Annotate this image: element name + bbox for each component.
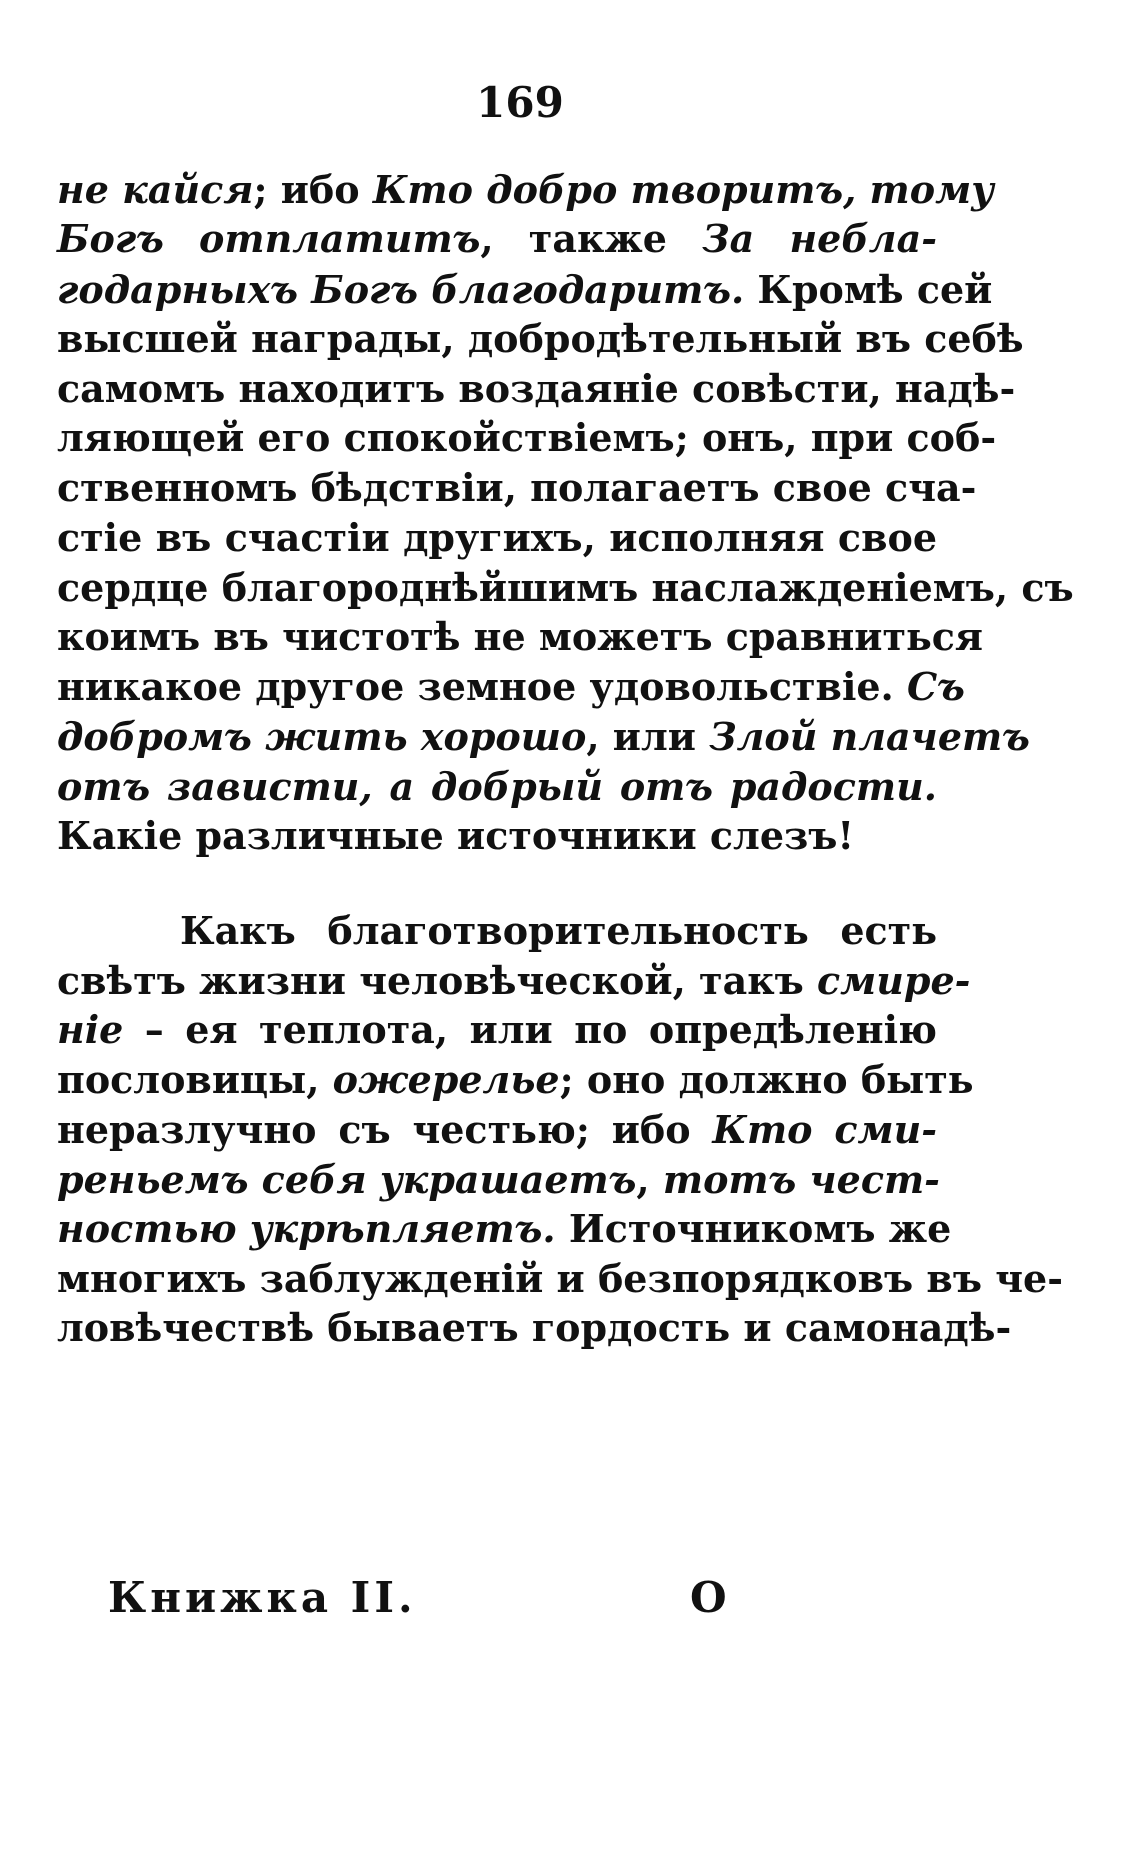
text-run: Кромѣ сей [744, 267, 993, 312]
text-run: , [636, 1157, 663, 1202]
italic-text: годарныхъ Богъ благодаритъ. [57, 267, 745, 312]
text-line [57, 1298, 1012, 1358]
text-run: , или [586, 714, 710, 759]
italic-text: Кто сми- [712, 1107, 938, 1152]
italic-text: ніе [57, 1007, 124, 1052]
signature-label: Книжка II. [108, 1573, 417, 1622]
text-run: высшей награды, добродѣтельный въ себѣ [57, 316, 1024, 361]
text-run: сердце благороднѣйшимъ наслажденіемъ, съ [57, 565, 1074, 610]
italic-text: За небла- [702, 216, 937, 261]
text-run: Источникомъ же [555, 1206, 952, 1251]
text-run: ловѣчествѣ бываетъ гордость и самонадѣ- [57, 1305, 1012, 1350]
italic-text: ностью укрѣпляетъ. [57, 1206, 556, 1251]
italic-text: Съ [907, 664, 965, 709]
text-run: самомъ находитъ воздаяніе совѣсти, надѣ- [57, 366, 1016, 411]
text-run: ; оно должно быть [559, 1057, 974, 1102]
text-run: многихъ заблужденій и безпорядковъ въ че- [57, 1256, 1063, 1301]
text-run: Какіе различные источники слезъ! [57, 813, 855, 858]
text-run: стіе въ счастіи другихъ, исполняя свое [57, 515, 937, 560]
text-run: ; ибо [253, 167, 373, 212]
text-run: коимъ въ чистотѣ не можетъ сравниться [57, 614, 983, 659]
text-run: ственномъ бѣдствіи, полагаетъ свое сча- [57, 465, 977, 510]
italic-text: Кто добро творитъ, тому [372, 167, 994, 212]
text-run: ляющей его спокойствіемъ; онъ, при соб- [57, 415, 997, 460]
italic-text: реньемъ себя украшаетъ [57, 1157, 637, 1202]
page-number: 169 [476, 78, 564, 127]
text-run: свѣтъ жизни человѣческой, такъ [57, 958, 818, 1003]
italic-text: ожерелье [332, 1057, 560, 1102]
text-run: Какъ благотворительность есть [180, 908, 937, 953]
text-run: неразлучно съ честью; ибо [57, 1107, 713, 1152]
italic-text: Богъ отплатитъ [57, 216, 481, 261]
italic-text: Злой плачетъ [709, 714, 1030, 759]
italic-text: добромъ жить хорошо [57, 714, 587, 759]
italic-text: отъ зависти, а добрый отъ радости. [57, 764, 937, 809]
text-run: – ея теплота, или по опредѣленію [123, 1007, 937, 1052]
italic-text: не кайся [57, 167, 254, 212]
text-run: никакое другое земное удовольствіе. [57, 664, 908, 709]
text-run: , также [480, 216, 703, 261]
italic-text: смире- [817, 958, 971, 1003]
signature-mark: О [690, 1573, 727, 1622]
italic-text: тотъ чест- [662, 1157, 940, 1202]
text-run: пословицы, [57, 1057, 333, 1102]
text-line [57, 806, 937, 866]
